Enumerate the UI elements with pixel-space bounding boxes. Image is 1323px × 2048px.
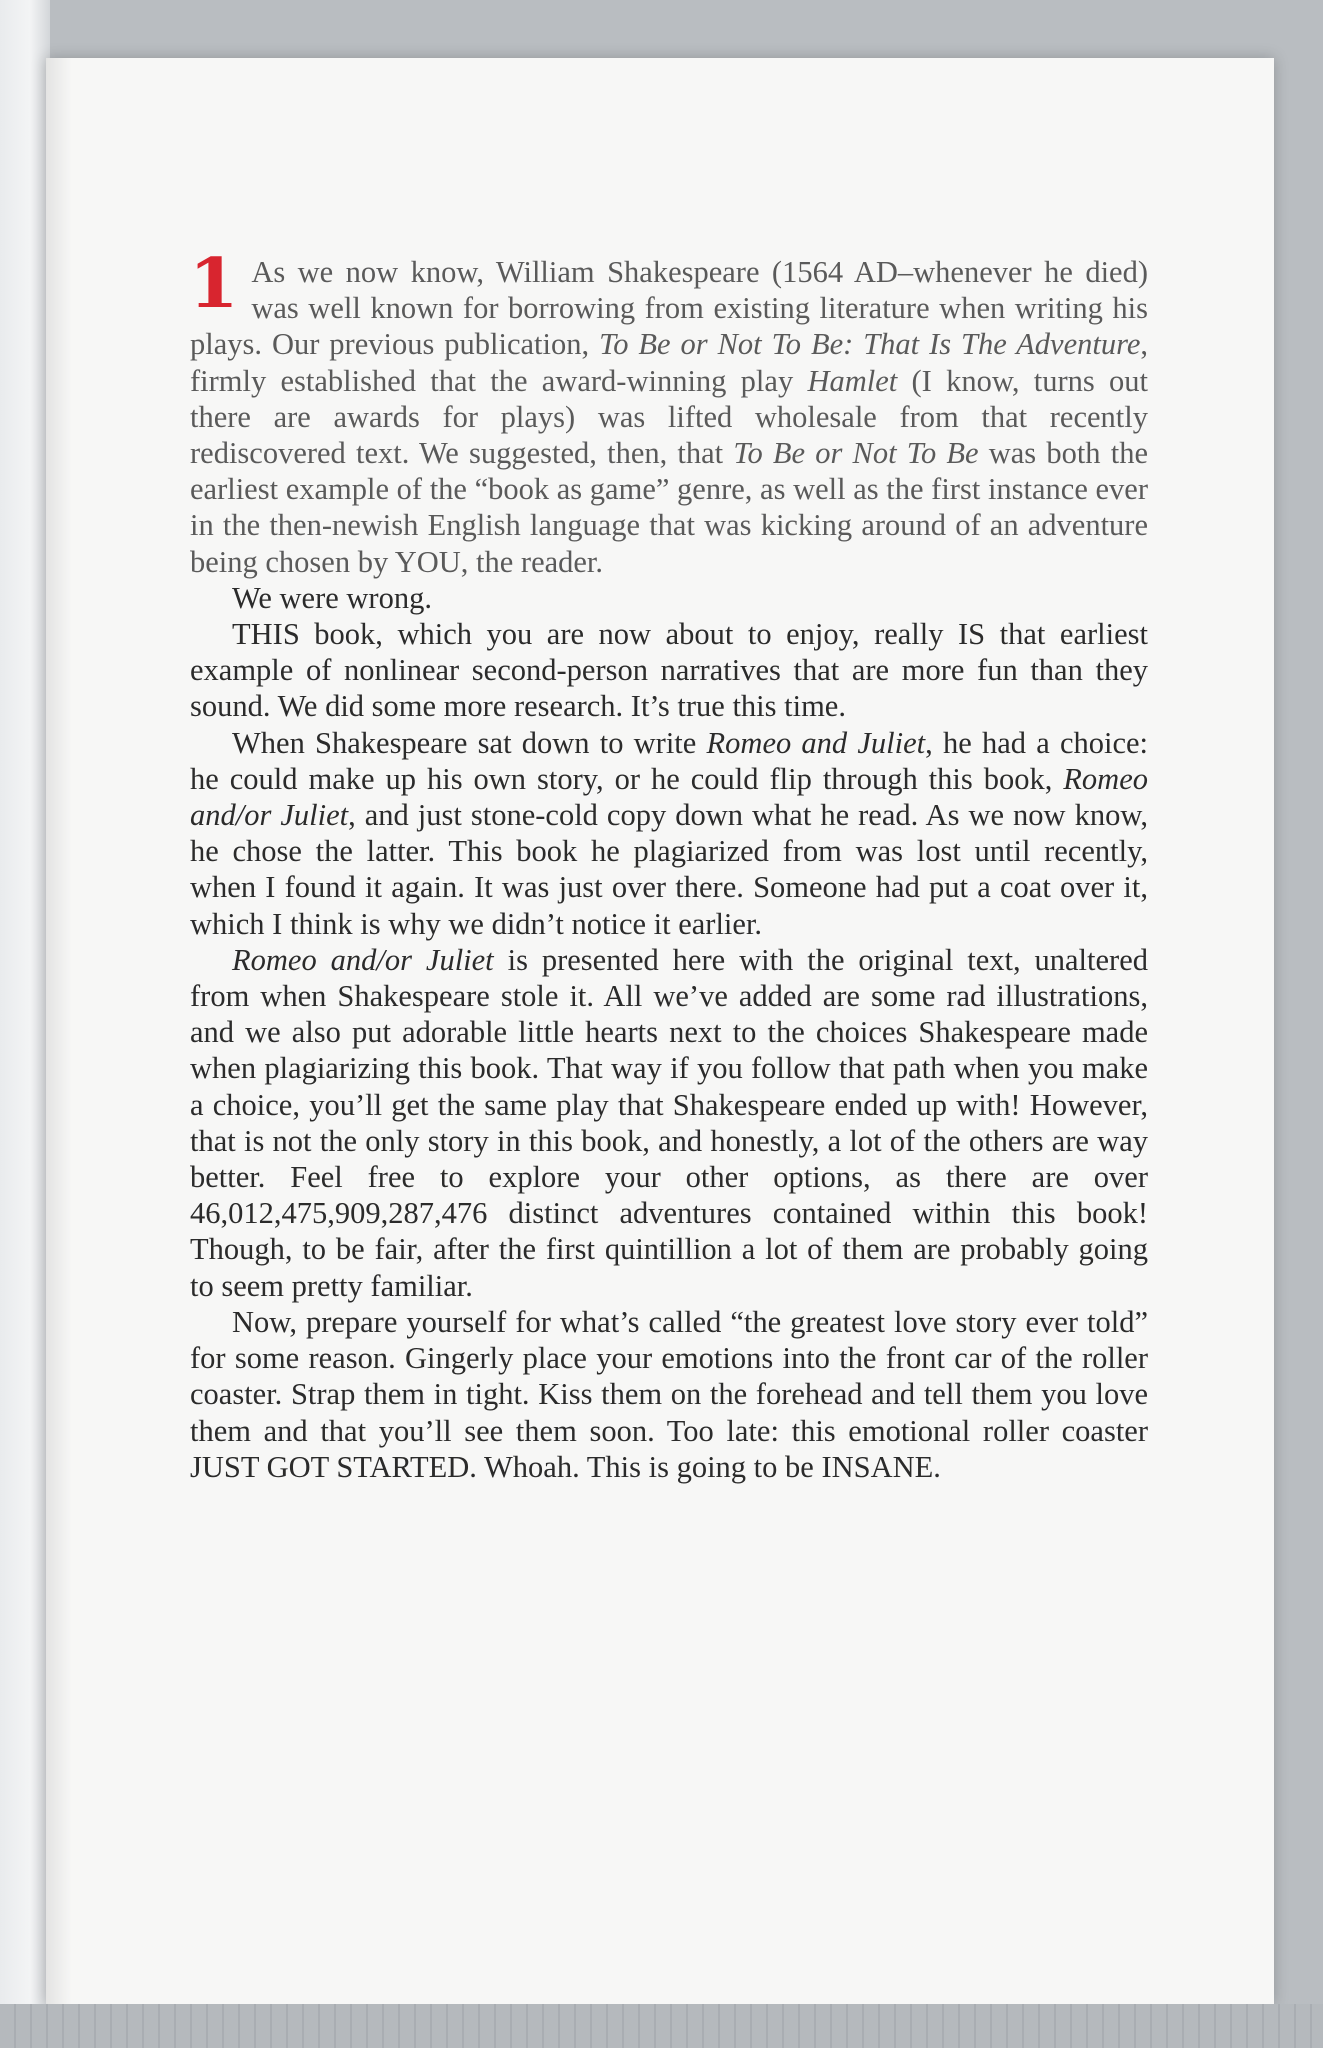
title-romeo-and-juliet: Romeo and Juliet: [706, 725, 926, 760]
paragraph-1-part-5: (I know, turns out there are awards for plays) was lifted wholesale from that recently rediscovered text. We suggested, then, that: [190, 363, 1148, 471]
paragraph-3: THIS book, which you are now about to enjoy, really IS that earliest example of nonlinear second-person narratives that are more fun than they sound. We did some more research. It’s true this time.: [190, 617, 1148, 724]
paragraph-1-part-1: As we now know, William Shakespeare (1564 AD–whenever he died) was well known for borrowing from existing literature when writing his plays. Our previous publication,: [190, 255, 1148, 362]
page-text: [188, 244, 1149, 1485]
title-to-be-or-not-to-be-adventure: To Be or Not To Be: That Is The Adventure: [599, 327, 1141, 362]
paragraph-1-part-3: , firmly established that the award-winning play: [190, 327, 1149, 398]
title-hamlet: Hamlet: [807, 363, 898, 398]
section-number: 1: [188, 244, 239, 324]
facing-page-edge: [0, 0, 50, 2048]
title-romeo-and-or-juliet-2: Romeo and/or Juliet: [232, 942, 494, 977]
paragraph-6: Now, prepare yourself for what’s called “the greatest love story ever told” for some reason. Gingerly place your emotions into the front car of the roller coaster. Strap them in tight. Kiss them on the forehead and tell them you love them and that you’ll see them soon. Too late: this emotional roller coaster JUST GOT STARTED. Whoah. This is going to be INSANE.: [190, 1304, 1148, 1484]
paragraph-1-part-7: was both the earliest example of the “book as game” genre, as well as the first instance ever in the then-newish English language that was kicking around of an adventure being chosen by YOU, the reader.: [190, 436, 1148, 579]
paragraph-2: We were wrong.: [232, 580, 432, 615]
paragraph-1: [188, 244, 1149, 580]
paragraph-4-part-3: , he had a choice: he could make up his own story, or he could flip through this book,: [190, 725, 1148, 796]
paragraph-5: [190, 942, 1148, 1304]
paragraph-4: [190, 725, 1148, 942]
paragraph-5-part-2: is presented here with the original text, unaltered from when Shakespeare stole it. All we’ve added are some rad illustrations, and we also put adorable little hearts next to the choices Shakespeare made when plagiarizing this book. That way if you follow that path when you make a choice, you’ll get the same play that Shakespeare ended up with! However, that is not the only story in this book, and honestly, a lot of the others are way better. Feel free to explore your other options, as there are over 46,012,475,909,287,476 distinct adventures contained within this book! Though, to be fair, after the first quintillion a lot of them are probably going to seem pretty familiar.: [190, 942, 1148, 1303]
title-romeo-and-or-juliet: Romeo and/or Juliet: [190, 761, 1148, 833]
title-to-be-or-not-to-be: To Be or Not To Be: [733, 436, 979, 471]
paragraph-4-part-1: When Shakespeare sat down to write: [232, 725, 707, 760]
surface-below-book: [0, 2004, 1323, 2048]
paragraph-4-part-5: , and just stone-cold copy down what he read. As we now know, he chose the latter. This book he plagiarized from was lost until recently, when I found it again. It was just over there. Someone had put a coat over it, which I think is why we didn’t notice it earlier.: [190, 798, 1148, 941]
